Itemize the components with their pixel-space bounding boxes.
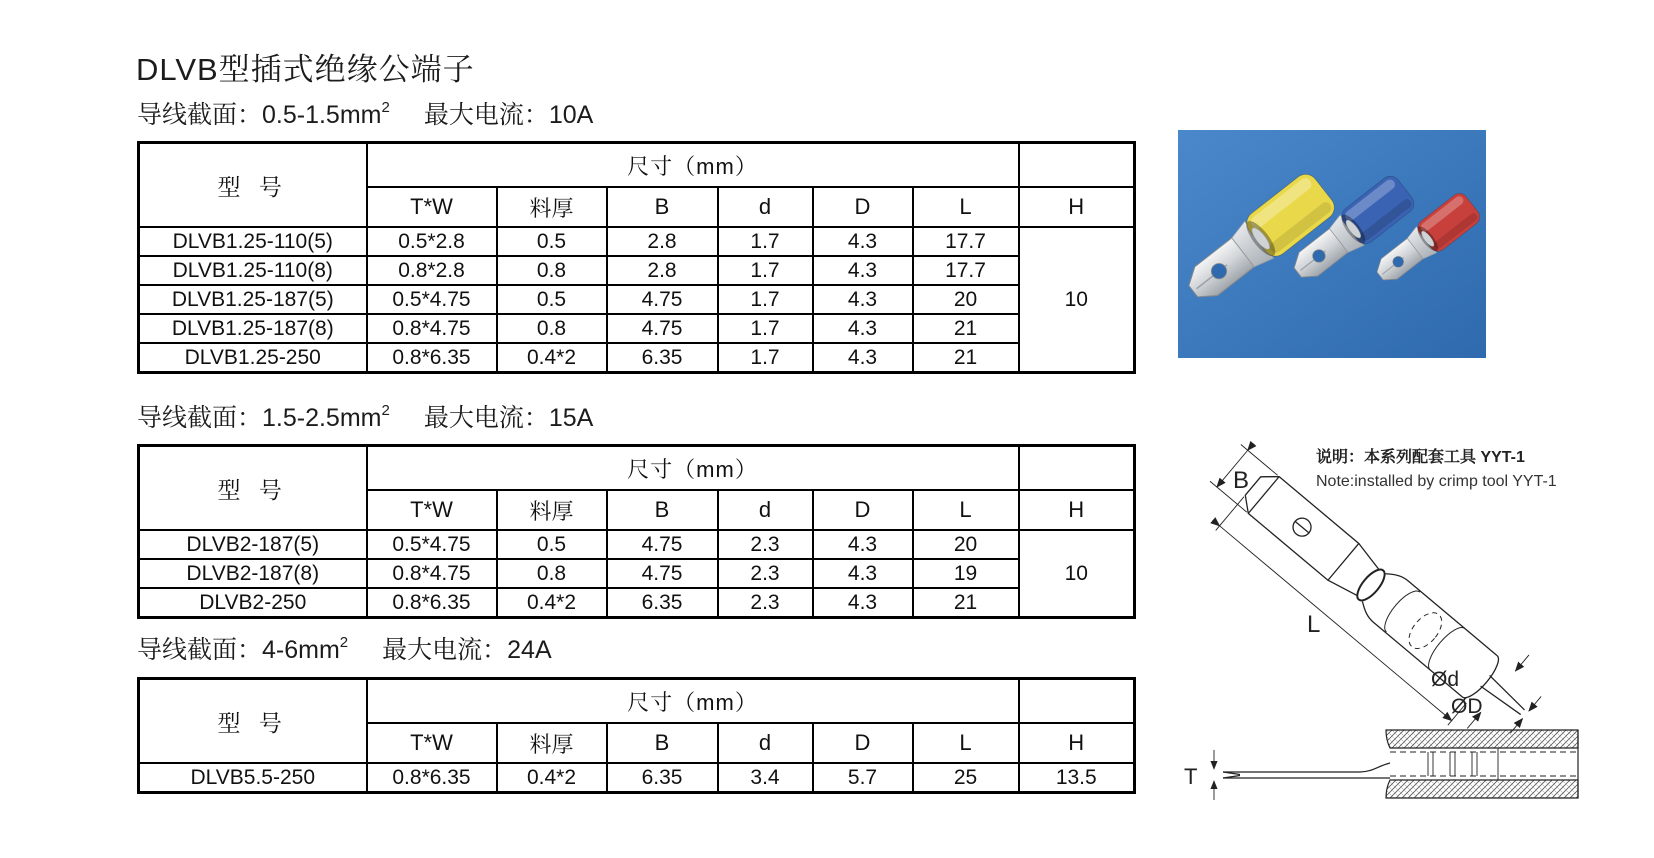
cell-model: DLVB1.25-187(5): [139, 285, 367, 314]
cell: 0.4*2: [497, 763, 607, 793]
cell: 4.75: [607, 314, 718, 343]
cell: 2.3: [718, 530, 813, 559]
header-l: L: [913, 723, 1019, 763]
cell-model: DLVB2-187(5): [139, 530, 367, 559]
cell: 4.3: [813, 285, 913, 314]
header-h: H: [1019, 490, 1135, 530]
cell: 6.35: [607, 763, 718, 793]
cell: 0.5*2.8: [367, 227, 497, 256]
cell: 1.7: [718, 285, 813, 314]
cell: 1.7: [718, 256, 813, 285]
superscript-2: 2: [381, 98, 390, 116]
header-dim-group: 尺寸（mm）: [367, 143, 1019, 188]
cell: 0.8*2.8: [367, 256, 497, 285]
cell: 2.8: [607, 227, 718, 256]
max-current-label: 最大电流：24A: [382, 636, 552, 664]
cell-model: DLVB1.25-110(8): [139, 256, 367, 285]
note-english: Note:installed by crimp tool YYT-1: [1316, 473, 1557, 490]
cell: 0.5: [497, 227, 607, 256]
header-d-small: d: [718, 490, 813, 530]
cell: 4.3: [813, 343, 913, 373]
cell: 0.8*6.35: [367, 343, 497, 373]
table-row: [139, 763, 1135, 793]
cell: 4.3: [813, 227, 913, 256]
header-b: B: [607, 490, 718, 530]
header-l: L: [913, 490, 1019, 530]
cell: 0.5*4.75: [367, 285, 497, 314]
wire-section-label: 导线截面：4-6mm: [137, 636, 340, 664]
superscript-2: 2: [339, 633, 349, 651]
cell-h-merged: 10: [1019, 227, 1135, 373]
cell: 3.4: [718, 763, 813, 793]
table-row: [139, 314, 1135, 343]
cell: 20: [913, 530, 1019, 559]
table-row: [139, 588, 1135, 618]
cell: 1.7: [718, 227, 813, 256]
header-model: 型 号: [139, 143, 367, 228]
table-row: [139, 530, 1135, 559]
cell: 4.3: [813, 530, 913, 559]
header-tw: T*W: [367, 723, 497, 763]
note-chinese: 说明：本系列配套工具 YYT-1: [1316, 449, 1525, 466]
cell: 0.8*4.75: [367, 559, 497, 588]
header-h: H: [1019, 187, 1135, 227]
cell: 25: [913, 763, 1019, 793]
cell: 17.7: [913, 227, 1019, 256]
dimension-label-t: T: [1184, 764, 1198, 789]
cell: 4.75: [607, 530, 718, 559]
spec-table-3: [137, 677, 1136, 794]
header-model: 型 号: [139, 679, 367, 764]
header-empty-cell: [1019, 446, 1135, 491]
header-empty-cell: [1019, 143, 1135, 188]
cell: 1.7: [718, 343, 813, 373]
cell-model: DLVB1.25-187(8): [139, 314, 367, 343]
table-row: [139, 256, 1135, 285]
cell: 0.8*4.75: [367, 314, 497, 343]
section-subtitle-3: [137, 630, 552, 666]
cell: 4.3: [813, 559, 913, 588]
header-d-small: d: [718, 723, 813, 763]
cell-model: DLVB5.5-250: [139, 763, 367, 793]
section-subtitle-1: [137, 95, 593, 131]
cell: 0.8*6.35: [367, 763, 497, 793]
cell: 2.3: [718, 559, 813, 588]
dimension-label-b: B: [1233, 467, 1250, 494]
cell: 4.3: [813, 588, 913, 618]
technical-drawing-side: [1128, 700, 1608, 830]
header-tw: T*W: [367, 490, 497, 530]
cell: 0.5: [497, 285, 607, 314]
cell: 0.8*6.35: [367, 588, 497, 618]
max-current-label: 最大电流：15A: [423, 404, 594, 432]
cell: 5.7: [813, 763, 913, 793]
table-row: [139, 285, 1135, 314]
cell: 21: [913, 314, 1019, 343]
header-empty-cell: [1019, 679, 1135, 724]
header-d-big: D: [813, 723, 913, 763]
dimension-label-od-small: Ød: [1431, 668, 1460, 691]
cell: 19: [913, 559, 1019, 588]
header-d-big: D: [813, 187, 913, 227]
cell: 1.7: [718, 314, 813, 343]
spec-table-1: [137, 141, 1136, 374]
header-thickness: 料厚: [497, 490, 607, 530]
cell: 0.4*2: [497, 588, 607, 618]
header-d-big: D: [813, 490, 913, 530]
cell-model: DLVB1.25-250: [139, 343, 367, 373]
header-h: H: [1019, 723, 1135, 763]
product-photo: [1178, 130, 1486, 358]
table-row: [139, 227, 1135, 256]
table-row: [139, 343, 1135, 373]
cell: 20: [913, 285, 1019, 314]
cell: 0.8: [497, 559, 607, 588]
cell: 0.5*4.75: [367, 530, 497, 559]
cell: 4.3: [813, 256, 913, 285]
cell-model: DLVB2-187(8): [139, 559, 367, 588]
cell: 4.75: [607, 285, 718, 314]
header-b: B: [607, 723, 718, 763]
header-l: L: [913, 187, 1019, 227]
header-thickness: 料厚: [497, 187, 607, 227]
header-model: 型 号: [139, 446, 367, 531]
technical-drawing-angled: [1145, 428, 1654, 734]
cell: 0.4*2: [497, 343, 607, 373]
cell: 0.5: [497, 530, 607, 559]
cell: 4.75: [607, 559, 718, 588]
header-tw: T*W: [367, 187, 497, 227]
cell-model: DLVB1.25-110(5): [139, 227, 367, 256]
cell: 2.8: [607, 256, 718, 285]
wire-section-label: 导线截面：0.5-1.5mm: [137, 101, 382, 129]
header-dim-group: 尺寸（mm）: [367, 446, 1019, 491]
cell: 4.3: [813, 314, 913, 343]
cell: 6.35: [607, 588, 718, 618]
section-subtitle-2: [137, 398, 593, 434]
dimension-label-l: L: [1307, 611, 1321, 638]
table-row: [139, 559, 1135, 588]
cell: 17.7: [913, 256, 1019, 285]
page-title: DLVB型插式绝缘公端子: [136, 52, 475, 87]
max-current-label: 最大电流：10A: [423, 101, 594, 129]
cell: 21: [913, 343, 1019, 373]
cell: 2.3: [718, 588, 813, 618]
cell: 0.8: [497, 314, 607, 343]
dimension-label-od-big: ØD: [1451, 695, 1483, 718]
wire-section-label: 导线截面：1.5-2.5mm: [137, 404, 382, 432]
cell-h: 13.5: [1019, 763, 1135, 793]
cell-h-merged: 10: [1019, 530, 1135, 618]
header-b: B: [607, 187, 718, 227]
header-thickness: 料厚: [497, 723, 607, 763]
header-d-small: d: [718, 187, 813, 227]
cell: 6.35: [607, 343, 718, 373]
cell: 0.8: [497, 256, 607, 285]
header-dim-group: 尺寸（mm）: [367, 679, 1019, 724]
cell: 21: [913, 588, 1019, 618]
cell-model: DLVB2-250: [139, 588, 367, 618]
superscript-2: 2: [381, 401, 390, 419]
spec-table-2: [137, 444, 1136, 619]
